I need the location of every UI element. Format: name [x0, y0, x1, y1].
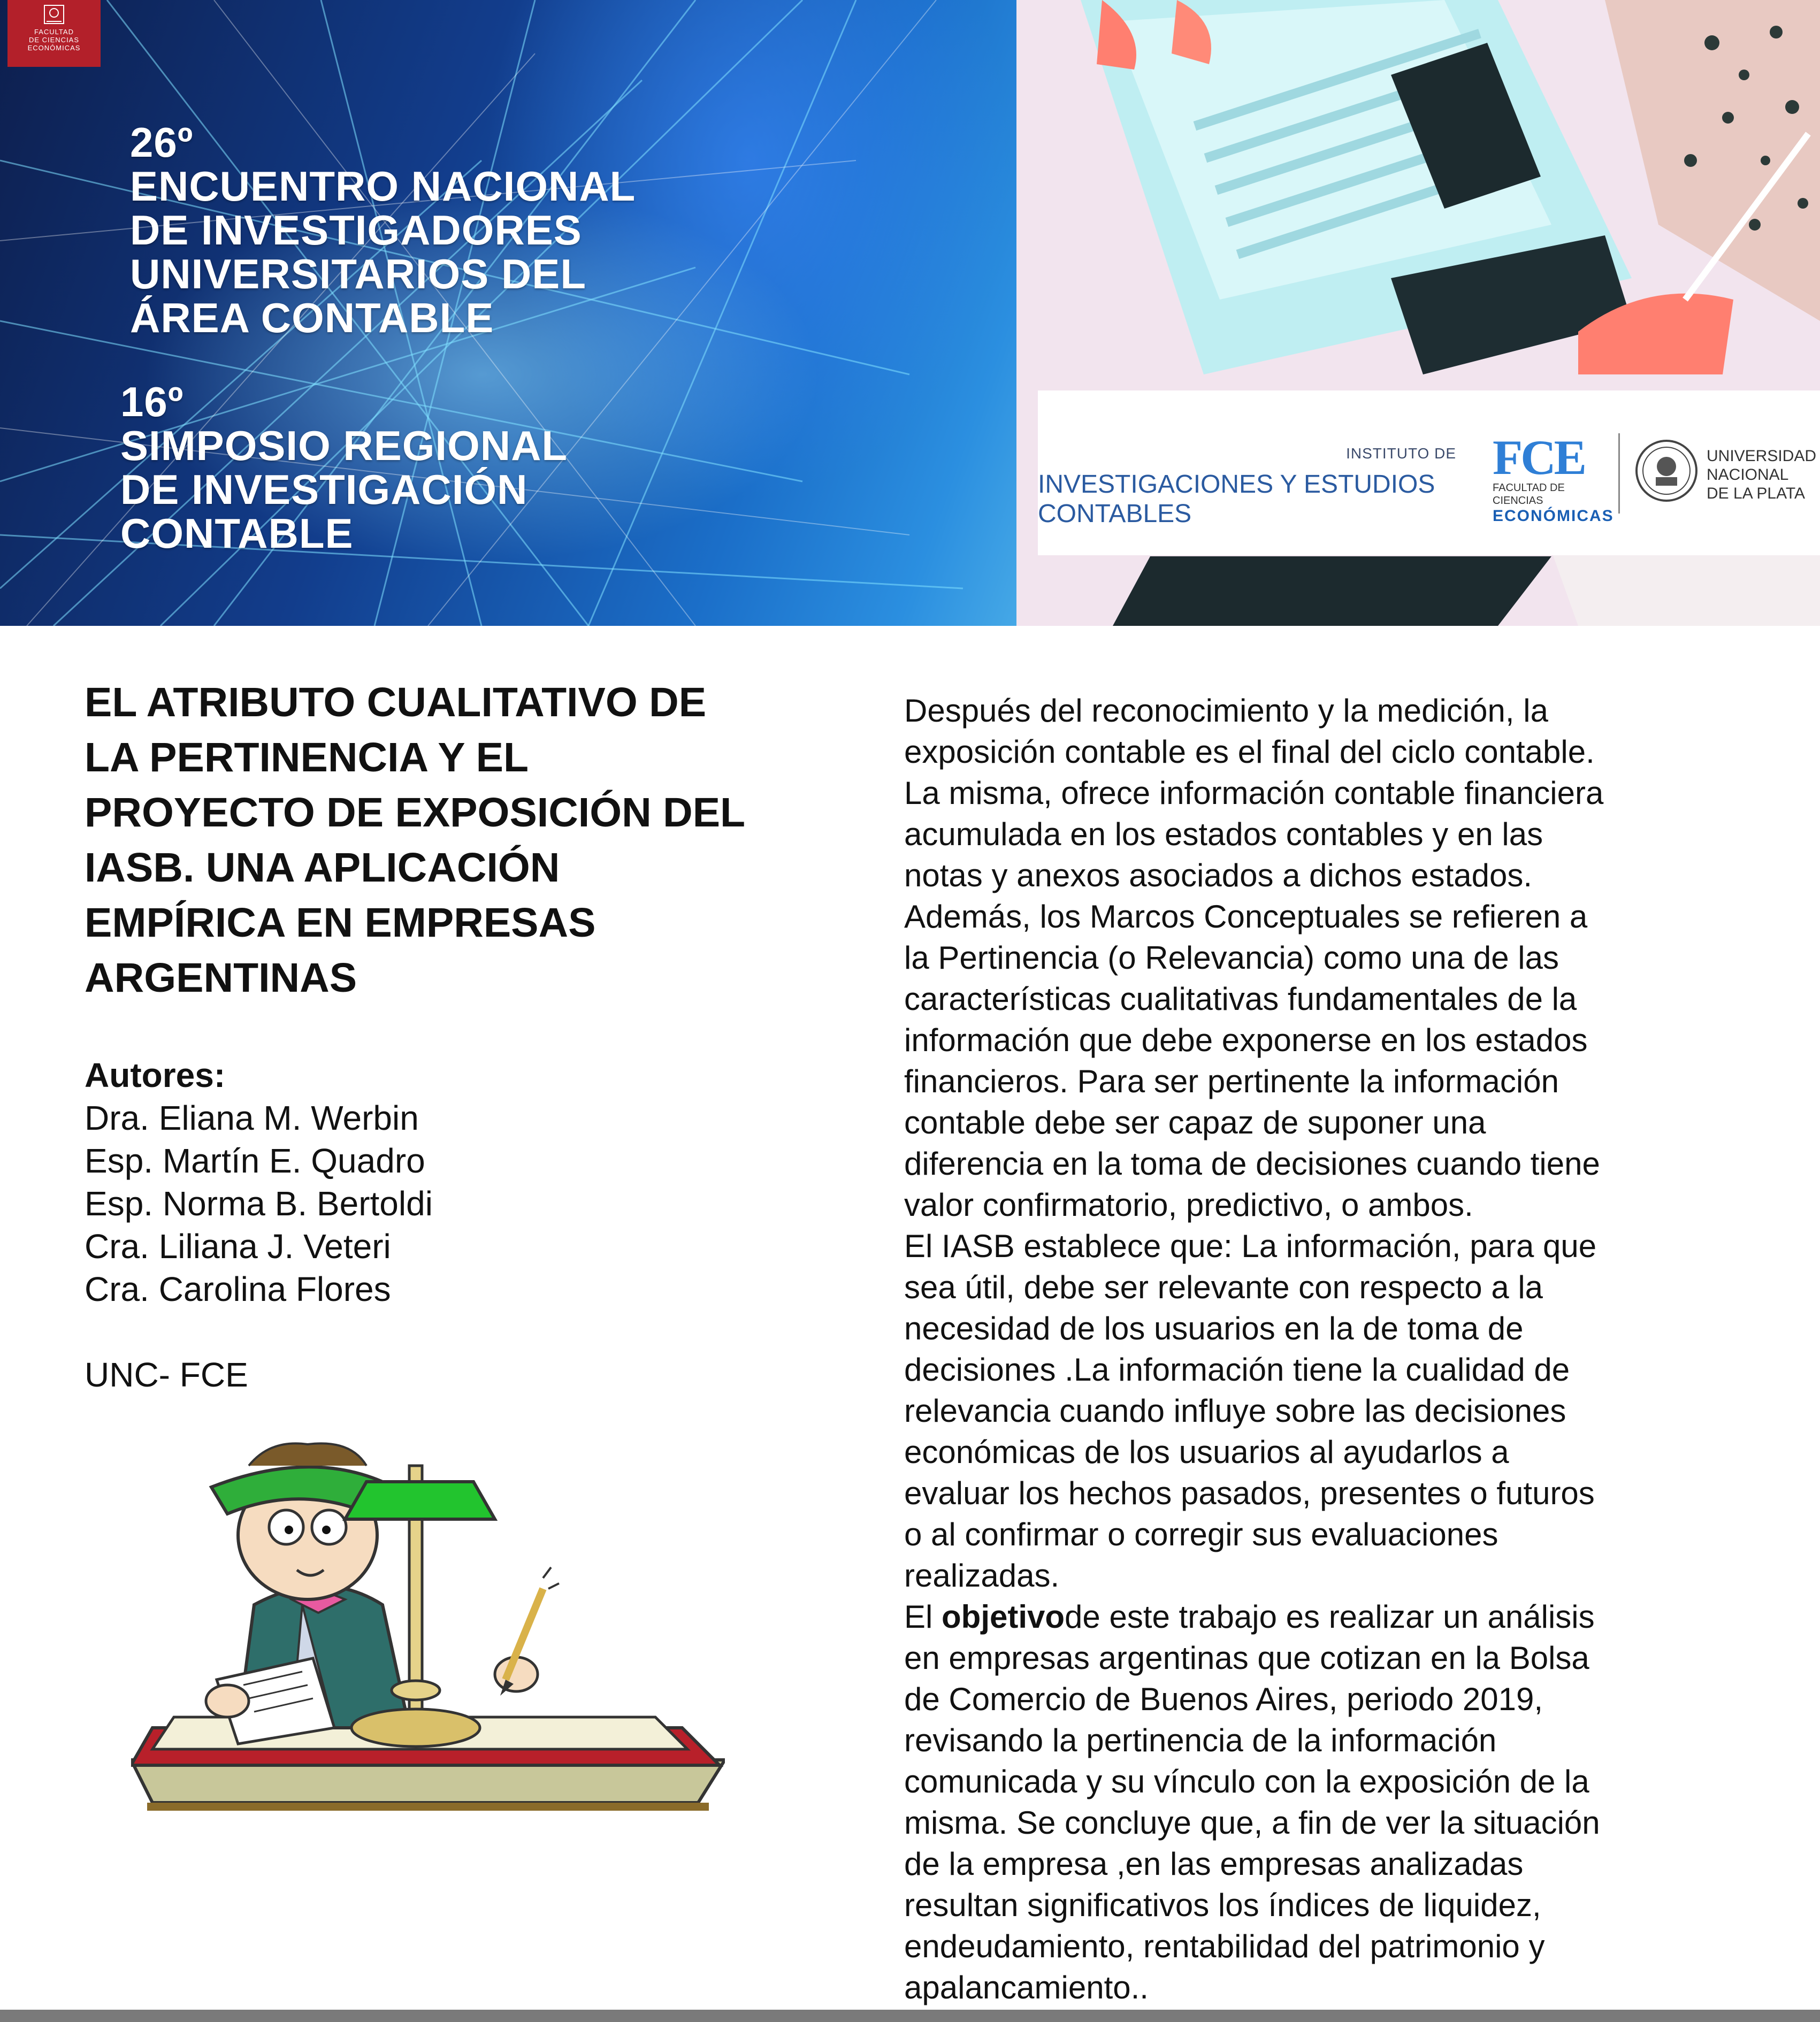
logo-line-3: ECONÓMICAS [27, 44, 81, 52]
abstract-line: de Comercio de Buenos Aires, periodo 2019, [904, 1681, 1543, 1717]
event-title-encuentro [130, 120, 636, 340]
abstract-line: Además, los Marcos Conceptuales se refieren a [904, 899, 1588, 935]
event-banner [0, 0, 1820, 626]
abstract-line: de la empresa ,en las empresas analizadas [904, 1846, 1524, 1882]
abstract-line: El IASB establece que: La información, para que [904, 1228, 1597, 1264]
fce-subtitle: FACULTAD DE CIENCIAS [1493, 482, 1565, 507]
author-name: Dra. Eliana M. Werbin [85, 1099, 419, 1137]
affiliation: UNC- FCE [85, 1355, 248, 1394]
event1-line: ENCUENTRO NACIONAL [130, 163, 636, 210]
title-line: LA PERTINENCIA Y EL [85, 734, 529, 780]
event-title-simposio [120, 380, 568, 555]
abstract-line: comunicada y su vínculo con la exposición de la [904, 1764, 1589, 1799]
fce-logo-badge [7, 0, 101, 67]
logo-line-1: FACULTAD [34, 28, 74, 36]
abstract-line: La misma, ofrece información contable financiera [904, 775, 1604, 811]
fce-logo [1493, 430, 1614, 525]
abstract-line: revisando la pertinencia de la información [904, 1722, 1497, 1758]
partner-logos-panel [1038, 390, 1820, 555]
abstract-line: relevancia cuando influye sobre las decisiones [904, 1393, 1566, 1429]
event1-number: 26º [130, 119, 194, 166]
objective-line [904, 1596, 1669, 1637]
title-line: EL ATRIBUTO CUALITATIVO DE [85, 679, 707, 725]
abstract-line: contable debe ser capaz de suponer una [904, 1105, 1486, 1140]
author-name: Esp. Norma B. Bertoldi [85, 1184, 433, 1223]
author-name: Esp. Martín E. Quadro [85, 1142, 425, 1180]
abstract-line: endeudamiento, rentabilidad del patrimonio y [904, 1928, 1545, 1964]
abstract-line: valor confirmatorio, predictivo, o ambos. [904, 1187, 1473, 1223]
abstract-line: sea útil, debe ser relevante con respecto a la [904, 1269, 1543, 1305]
abstract-line: realizadas. [904, 1558, 1060, 1594]
abstract-line: resultan significativos los índices de liquidez, [904, 1887, 1541, 1923]
abstract-line: económicas de los usuarios al ayudarlos a [904, 1434, 1509, 1470]
fce-economicas: ECONÓMICAS [1493, 507, 1614, 525]
footer-bar [0, 2010, 1820, 2022]
abstract-line: notas y anexos asociados a dichos estados. [904, 857, 1533, 893]
abstract-line: acumulada en los estados contables y en las [904, 816, 1543, 852]
institute-label: INVESTIGACIONES Y ESTUDIOS CONTABLES [1038, 470, 1435, 528]
abstract-line: necesidad de los usuarios en la de toma de [904, 1311, 1524, 1346]
title-line: IASB. UNA APLICACIÓN [85, 845, 560, 891]
paper-title [85, 675, 844, 1006]
abstract-line: o al confirmar o corregir sus evaluaciones [904, 1516, 1498, 1552]
accountant-clipart [131, 1428, 725, 1813]
abstract-line: apalancamiento.. [904, 1970, 1149, 2005]
event1-line: UNIVERSITARIOS DEL [130, 250, 586, 297]
abstract-line: características cualitativas fundamentales de la [904, 981, 1577, 1017]
abstract-line: financieros. Para ser pertinente la información [904, 1063, 1559, 1099]
crest-icon [42, 3, 66, 26]
unlp-line: DE LA PLATA [1707, 485, 1805, 502]
abstract-line: decisiones .La información tiene la cualidad de [904, 1352, 1570, 1388]
logo-line-2: DE CIENCIAS [28, 36, 80, 44]
objective-keyword: objetivo [942, 1599, 1065, 1635]
fce-mark: FCE [1493, 430, 1585, 485]
unlp-line: UNIVERSIDAD [1707, 447, 1817, 465]
author-name: Cra. Carolina Flores [85, 1270, 391, 1308]
abstract-line: información que debe exponerse en los estados [904, 1022, 1588, 1058]
authors-label: Autores: [85, 1056, 226, 1094]
event2-line: CONTABLE [120, 510, 354, 557]
event1-line: DE INVESTIGADORES [130, 206, 582, 254]
abstract-line: evaluar los hechos pasados, presentes o futuros [904, 1475, 1595, 1511]
objective-prefix: El [904, 1599, 942, 1635]
abstract-line: misma. Se concluye que, a fin de ver la situación [904, 1805, 1600, 1841]
title-line: EMPÍRICA EN EMPRESAS [85, 900, 596, 946]
logo-divider [1618, 433, 1620, 514]
event2-line: DE INVESTIGACIÓN [120, 466, 528, 513]
event1-line: ÁREA CONTABLE [130, 294, 494, 341]
abstract-line: en empresas argentinas que cotizan en la Bolsa [904, 1640, 1589, 1676]
event2-line: SIMPOSIO REGIONAL [120, 422, 568, 469]
abstract-line: diferencia en la toma de decisiones cuando tiene [904, 1146, 1600, 1182]
objective-rest: de este trabajo es realizar un análisis [1065, 1599, 1595, 1635]
abstract-line: la Pertinencia (o Relevancia) como una de las [904, 940, 1559, 976]
unlp-seal-icon [1634, 433, 1704, 514]
title-line: ARGENTINAS [85, 955, 357, 1001]
institute-label-small: INSTITUTO DE [1346, 445, 1456, 462]
unlp-line: NACIONAL [1707, 466, 1789, 484]
author-name: Cra. Liliana J. Veteri [85, 1227, 391, 1266]
abstract-text [904, 690, 1669, 2008]
authors-block [85, 1054, 433, 1396]
event2-number: 16º [120, 378, 184, 425]
abstract-line: exposición contable es el final del ciclo contable. [904, 734, 1595, 770]
abstract-line: Después del reconocimiento y la medición, la [904, 693, 1548, 729]
unlp-name [1707, 447, 1816, 503]
title-line: PROYECTO DE EXPOSICIÓN DEL [85, 790, 746, 836]
